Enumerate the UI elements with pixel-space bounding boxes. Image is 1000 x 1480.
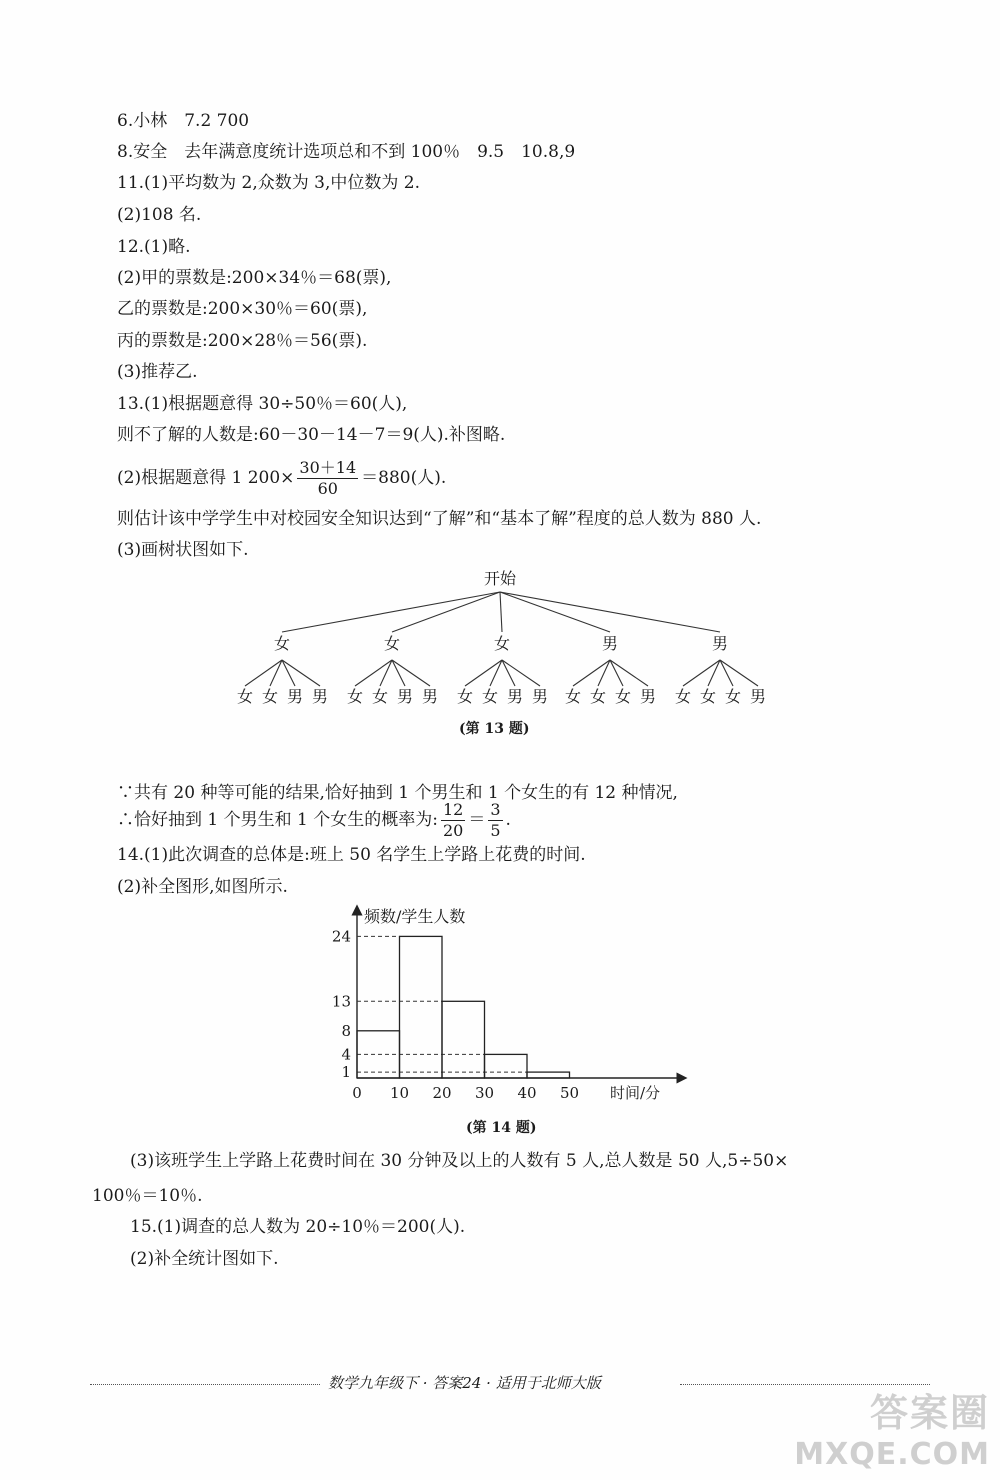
answer-13-2-prefix: (2)根据题意得 1 200× bbox=[117, 468, 295, 488]
tree-node-level2: 女 bbox=[564, 687, 582, 706]
tree-node-level2: 女 bbox=[481, 687, 499, 706]
probability-prefix: ∴恰好抽到 1 个男生和 1 个女生的概率为: bbox=[117, 810, 438, 830]
x-tick-label: 0 bbox=[352, 1084, 362, 1102]
tree-node-level2: 男 bbox=[749, 687, 767, 706]
fraction bbox=[441, 800, 465, 841]
answer-12-3: (3)推荐乙. bbox=[117, 362, 198, 382]
figure-13-caption: (第 13 题) bbox=[459, 721, 530, 737]
watermark-url: MXQE.COM bbox=[794, 1437, 990, 1472]
y-tick-label: 8 bbox=[341, 1021, 351, 1040]
tree-node-level2: 男 bbox=[531, 687, 549, 706]
tree-node-level1: 男 bbox=[711, 634, 729, 653]
tree-node-level1: 女 bbox=[273, 634, 291, 653]
tree-node-level2: 女 bbox=[674, 687, 692, 706]
tree-branch-line bbox=[392, 660, 430, 686]
tree-node-level2: 男 bbox=[311, 687, 329, 706]
x-axis-label: 时间/分 bbox=[610, 1084, 661, 1102]
fraction-denominator: 20 bbox=[442, 821, 464, 840]
tree-branch-line bbox=[500, 592, 610, 632]
answer-13-3-outcomes: ∵共有 20 种等可能的结果,恰好抽到 1 个男生和 1 个女生的有 12 种情况, bbox=[117, 783, 678, 803]
answer-12-2-jia: (2)甲的票数是:200×34％＝68(票), bbox=[117, 268, 392, 288]
answer-8-10: 8.安全 去年满意度统计选项总和不到 100％ 9.5 10.8,9 bbox=[117, 142, 576, 162]
fraction-denominator: 60 bbox=[317, 479, 338, 498]
tree-node-level2: 男 bbox=[506, 687, 524, 706]
answer-13-1: 13.(1)根据题意得 30÷50％＝60(人), bbox=[117, 394, 408, 414]
tree-node-level2: 女 bbox=[261, 687, 279, 706]
tree-branch-line bbox=[502, 660, 540, 686]
tree-branch-line bbox=[610, 660, 648, 686]
y-tick-label: 1 bbox=[341, 1063, 351, 1082]
histogram-bar bbox=[400, 936, 443, 1078]
tree-branch-line bbox=[500, 592, 720, 632]
tree-branch-line bbox=[282, 592, 500, 632]
tree-branch-line bbox=[500, 592, 502, 632]
tree-node-level2: 男 bbox=[421, 687, 439, 706]
answer-13-1-cont: 则不了解的人数是:60－30－14－7＝9(人).补图略. bbox=[117, 425, 506, 445]
tree-node-level2: 女 bbox=[346, 687, 364, 706]
fraction-denominator: 5 bbox=[490, 821, 501, 840]
answer-12-2-yi: 乙的票数是:200×30％＝60(票), bbox=[117, 299, 368, 319]
fraction-numerator: 12 bbox=[442, 800, 464, 819]
answer-14-2: (2)补全图形,如图所示. bbox=[117, 877, 288, 897]
tree-node-level2: 女 bbox=[371, 687, 389, 706]
histogram-bar bbox=[485, 1054, 528, 1078]
answer-15-1: 15.(1)调查的总人数为 20÷10％＝200(人). bbox=[130, 1217, 466, 1237]
answer-13-2 bbox=[117, 455, 446, 501]
answer-14-3: (3)该班学生上学路上花费时间在 30 分钟及以上的人数有 5 人,总人数是 50 人,5÷50× bbox=[130, 1151, 789, 1171]
tree-root: 开始 bbox=[483, 569, 517, 588]
period: . bbox=[505, 810, 511, 830]
tree-node-level1: 女 bbox=[493, 634, 511, 653]
answer-14-3-cont: 100％＝10％. bbox=[92, 1186, 203, 1206]
x-tick-label: 20 bbox=[432, 1084, 452, 1102]
tree-node-level2: 男 bbox=[286, 687, 304, 706]
answer-13-3-probability bbox=[117, 797, 511, 843]
watermark-title: 答案圈 bbox=[869, 1391, 990, 1435]
tree-node-level1: 男 bbox=[601, 634, 619, 653]
fraction bbox=[488, 800, 502, 841]
footer-divider-left bbox=[90, 1384, 320, 1385]
x-tick-label: 40 bbox=[517, 1084, 537, 1102]
answer-12-2-bing: 丙的票数是:200×28％＝56(票). bbox=[117, 331, 368, 351]
tree-branch-line bbox=[282, 660, 320, 686]
histogram bbox=[320, 898, 700, 1108]
y-tick-label: 24 bbox=[331, 927, 351, 946]
y-tick-label: 13 bbox=[331, 992, 351, 1011]
answer-15-2: (2)补全统计图如下. bbox=[130, 1249, 279, 1269]
tree-branch-line bbox=[720, 660, 758, 686]
tree-node-level2: 男 bbox=[396, 687, 414, 706]
tree-node-level2: 男 bbox=[639, 687, 657, 706]
fraction bbox=[297, 458, 358, 499]
tree-node-level2: 女 bbox=[614, 687, 632, 706]
answer-13-2-conclusion: 则估计该中学学生中对校园安全知识达到“了解”和“基本了解”程度的总人数为 880 人. bbox=[117, 509, 762, 529]
answer-12-1: 12.(1)略. bbox=[117, 237, 191, 257]
tree-diagram bbox=[220, 562, 780, 712]
y-axis-label: 频数/学生人数 bbox=[364, 907, 466, 926]
tree-node-level2: 女 bbox=[589, 687, 607, 706]
answer-11-2: (2)108 名. bbox=[117, 205, 202, 225]
tree-node-level2: 女 bbox=[236, 687, 254, 706]
figure-14-caption: (第 14 题) bbox=[466, 1120, 537, 1136]
x-tick-label: 50 bbox=[559, 1084, 580, 1102]
tree-branch-line bbox=[392, 592, 500, 632]
tree-node-level1: 女 bbox=[383, 634, 401, 653]
tree-node-level2: 女 bbox=[699, 687, 717, 706]
footer-text: 数学九年级下 · 答案24 · 适用于北师大版 bbox=[328, 1374, 601, 1392]
tree-node-level2: 女 bbox=[724, 687, 742, 706]
equals-sign: ＝ bbox=[468, 810, 486, 830]
answer-11-1: 11.(1)平均数为 2,众数为 3,中位数为 2. bbox=[117, 173, 420, 193]
histogram-bar bbox=[527, 1072, 570, 1078]
x-tick-label: 30 bbox=[474, 1084, 495, 1102]
histogram-bar bbox=[442, 1001, 485, 1078]
fraction-numerator: 3 bbox=[490, 800, 501, 819]
answer-6-7: 6.小林 7.2 700 bbox=[117, 111, 250, 131]
y-tick-label: 4 bbox=[341, 1045, 351, 1064]
answer-13-3: (3)画树状图如下. bbox=[117, 540, 249, 560]
answer-13-2-result: ＝880(人). bbox=[361, 468, 447, 488]
watermark-logo bbox=[794, 1382, 990, 1472]
tree-node-level2: 女 bbox=[456, 687, 474, 706]
fraction-numerator: 30＋14 bbox=[299, 458, 357, 477]
answer-14-1: 14.(1)此次调查的总体是:班上 50 名学生上学路上花费的时间. bbox=[117, 845, 586, 865]
x-tick-label: 10 bbox=[389, 1084, 410, 1102]
